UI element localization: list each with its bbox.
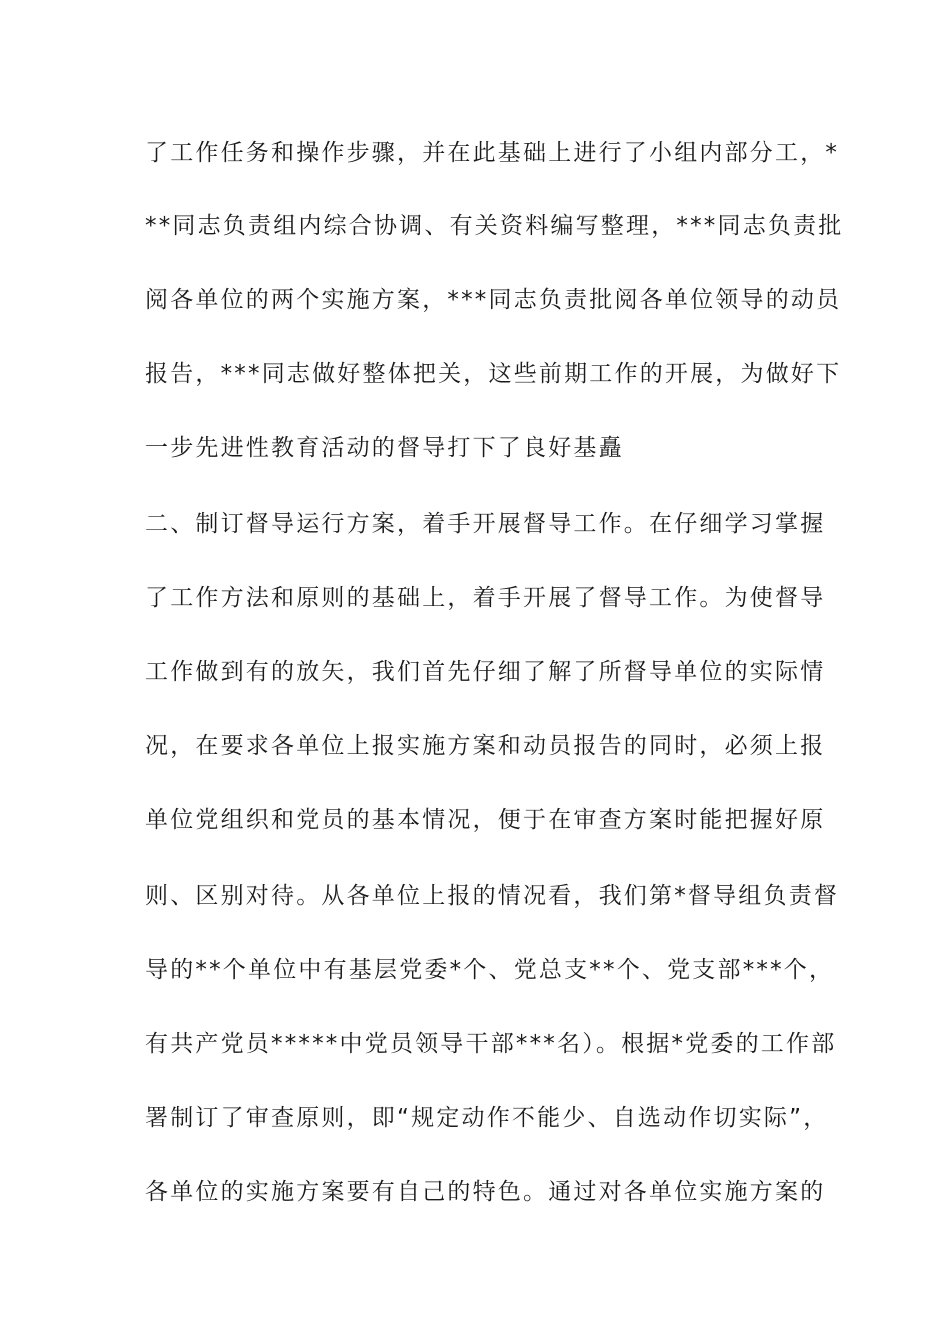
text-line: **同志负责组内综合协调、有关资料编写整理，***同志负责批 — [145, 213, 844, 239]
text-line: 有共产党员*****中党员领导干部***名）。根据*党委的工作部 — [145, 1031, 837, 1057]
text-line: 报告，***同志做好整体把关，这些前期工作的开展，为做好下 — [145, 361, 842, 387]
text-line: 一步先进性教育活动的督导打下了良好基矗 — [145, 435, 624, 461]
text-line: 了工作任务和操作步骤，并在此基础上进行了小组内部分工，* — [145, 140, 840, 166]
text-line: 了工作方法和原则的基础上，着手开展了督导工作。为使督导 — [145, 585, 826, 611]
text-line: 单位党组织和党员的基本情况，便于在审查方案时能把握好原 — [145, 807, 826, 833]
text-line: 导的**个单位中有基层党委*个、党总支**个、党支部***个， — [145, 957, 835, 983]
text-line: 工作做到有的放矢，我们首先仔细了解了所督导单位的实际情 — [145, 659, 826, 685]
text-line: 则、区别对待。从各单位上报的情况看，我们第*督导组负责督 — [145, 883, 840, 909]
text-line: 阅各单位的两个实施方案，***同志负责批阅各单位领导的动员 — [145, 287, 842, 313]
section-heading-line: 二、制订督导运行方案，着手开展督导工作。在仔细学习掌握 — [145, 511, 826, 537]
text-line: 署制订了审查原则，即“规定动作不能少、自选动作切实际”， — [145, 1105, 829, 1131]
text-line: 各单位的实施方案要有自己的特色。通过对各单位实施方案的 — [145, 1179, 826, 1205]
text-line: 况，在要求各单位上报实施方案和动员报告的同时，必须上报 — [145, 733, 826, 759]
